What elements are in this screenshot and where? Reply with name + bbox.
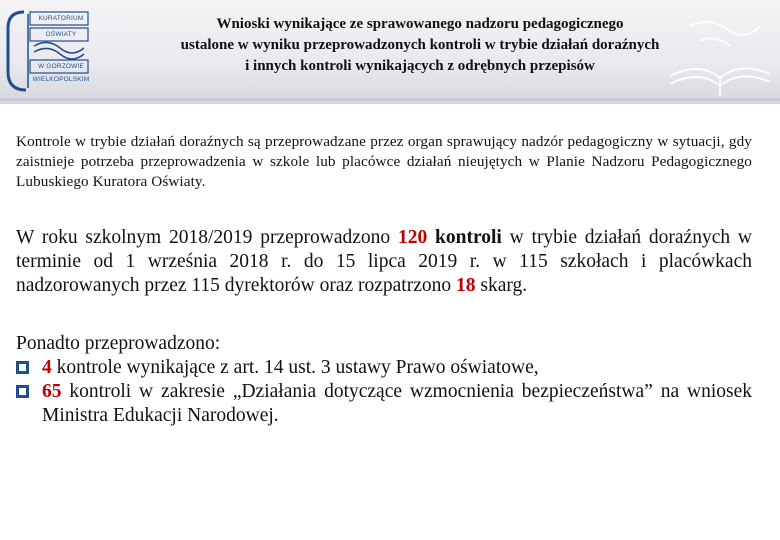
bullet-count: 65 (42, 381, 62, 402)
kuratorium-logo (4, 8, 90, 94)
title-line-1: Wnioski wynikające ze sprawowanego nadzoru pedagogicznego (216, 16, 624, 32)
page-title (110, 14, 730, 77)
additional-intro: Ponadto przeprowadzono: (16, 333, 221, 354)
logo-line-2: OŚWIATY (45, 31, 77, 38)
summary-text-1: W roku szkolnym 2018/2019 przeprowadzono (16, 227, 398, 248)
additional-controls-section (16, 332, 752, 428)
book-decoration-icon (660, 6, 775, 101)
complaints-count: 18 (456, 275, 476, 296)
intro-paragraph: Kontrole w trybie działań doraźnych są przeprowadzane przez organ sprawujący nadzór pedagogiczny w sytuacji, gdy zaistnieje potrzeba przeprowadzenia w szkole lub placówce działań nieujętych w Planie Nadzoru Pedagogicznego Lubuskiego Kuratora Oświaty. (16, 133, 752, 190)
header-banner (0, 0, 780, 104)
logo-line-4: WIELKOPOLSKIM (32, 76, 90, 83)
bullet-count: 4 (42, 357, 52, 378)
title-line-2: ustalone w wyniku przeprowadzonych kontroli w trybie działań doraźnych (180, 37, 660, 53)
controls-count: 120 (397, 227, 428, 248)
summary-text-2: w trybie działań doraźnych w terminie od 1 września 2018 r. do 15 lipca 2019 r. w 115 szkołach i placówkach nadzorowanych przez 115 dyrektorów oraz rozpatrzono (16, 227, 752, 296)
bullet-text: kontrole wynikające z art. 14 ust. 3 ustawy Prawo oświatowe, (51, 357, 539, 378)
list-item (16, 380, 752, 428)
bullet-text: kontroli w zakresie „Działania dotyczące wzmocnienia bezpieczeństwa” na wniosek Ministra Edukacji Narodowej. (42, 381, 752, 426)
logo-line-3: W GORZOWIE (37, 63, 85, 70)
checkbox-bullet-icon (16, 361, 29, 374)
summary-text-3: skarg. (475, 275, 528, 296)
summary-paragraph (16, 226, 752, 298)
logo-line-1: KURATORIUM (38, 15, 84, 22)
header-divider (0, 98, 780, 101)
list-item (16, 356, 752, 380)
checkbox-bullet-icon (16, 385, 29, 398)
controls-word: kontroli (435, 227, 502, 248)
title-line-3: i innych kontroli wynikających z odrębnych przepisów (245, 58, 595, 74)
